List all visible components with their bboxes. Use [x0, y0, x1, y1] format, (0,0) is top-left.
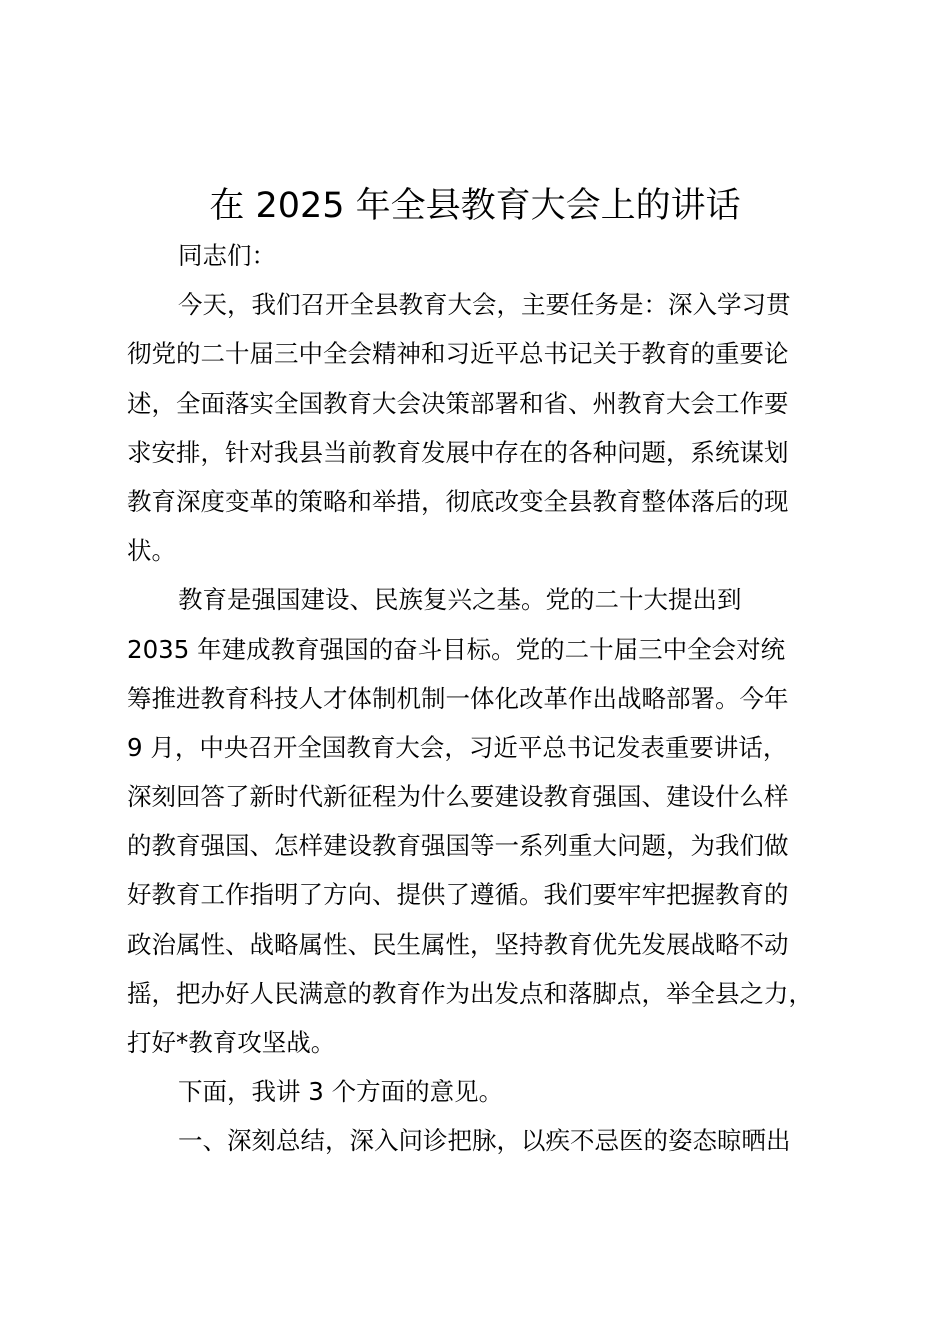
paragraph-3-line: 下面，我讲 3 个方面的意见。 — [178, 1077, 504, 1107]
section-heading-line: 一、深刻总结，深入问诊把脉，以疾不忌医的姿态晾晒出 — [178, 1126, 791, 1156]
paragraph-2-line: 摇，把办好人民满意的教育作为出发点和落脚点，举全县之力， — [127, 978, 813, 1008]
paragraph-1-line: 彻党的二十届三中全会精神和习近平总书记关于教育的重要论 — [127, 339, 789, 369]
paragraph-2-line: 教育是强国建设、民族复兴之基。党的二十大提出到 — [178, 585, 742, 615]
document-title: 在 2025 年全县教育大会上的讲话 — [209, 186, 741, 226]
paragraph-1-line: 状。 — [127, 536, 176, 566]
paragraph-2-line: 2035 年建成教育强国的奋斗目标。党的二十届三中全会对统 — [127, 634, 786, 664]
salutation-line: 同志们： — [178, 241, 276, 270]
paragraph-2-line: 筹推进教育科技人才体制机制一体化改革作出战略部署。今年 — [127, 683, 789, 713]
paragraph-1-line: 求安排，针对我县当前教育发展中存在的各种问题，系统谋划 — [127, 437, 789, 467]
paragraph-2-line: 深刻回答了新时代新征程为什么要建设教育强国、建设什么样 — [127, 782, 789, 812]
paragraph-2-line: 9 月，中央召开全国教育大会，习近平总书记发表重要讲话， — [127, 732, 788, 762]
paragraph-1-line: 今天，我们召开全县教育大会，主要任务是：深入学习贯 — [178, 290, 791, 320]
paragraph-2-line: 政治属性、战略属性、民生属性，坚持教育优先发展战略不动 — [127, 929, 789, 959]
document-body — [127, 231, 833, 1166]
paragraph-1-line: 述，全面落实全国教育大会决策部署和省、州教育大会工作要 — [127, 388, 789, 418]
paragraph-1-line: 教育深度变革的策略和举措，彻底改变全县教育整体落后的现 — [127, 486, 789, 516]
paragraph-2-line: 好教育工作指明了方向、提供了遵循。我们要牢牢把握教育的 — [127, 880, 789, 910]
paragraph-2-line: 的教育强国、怎样建设教育强国等一系列重大问题，为我们做 — [127, 831, 789, 861]
paragraph-2-line: 打好*教育攻坚战。 — [127, 1028, 336, 1057]
